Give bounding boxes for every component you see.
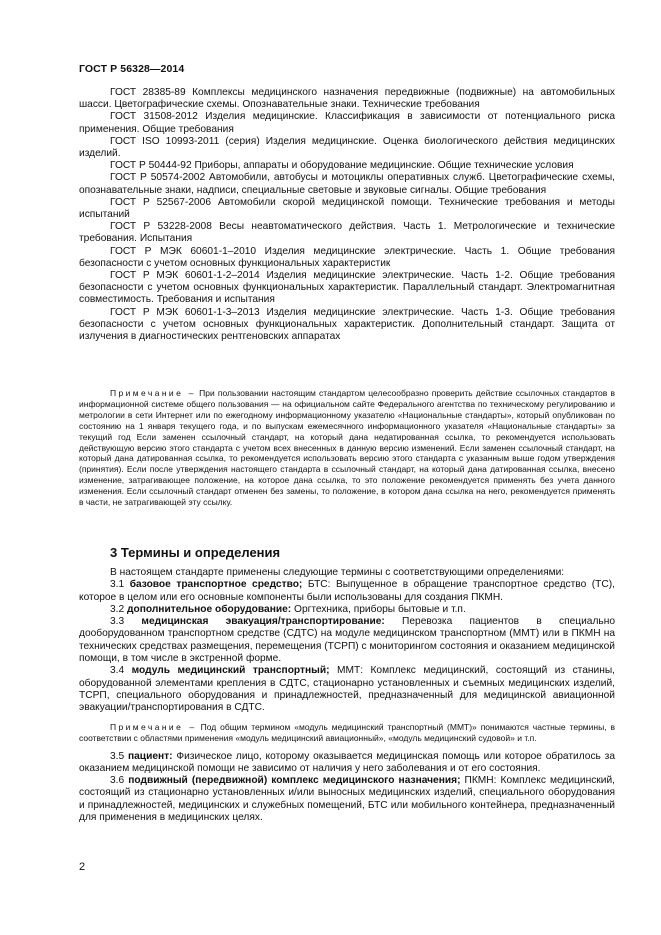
definitions-list: [79, 567, 615, 824]
note-text: Под общим термином «модуль медицинский транспортный (ММТ)» понимаются частные термины, в соответствии с областями применения «модуль медицинский авиационный», «модуль медицинский судовой» и т.п.: [79, 721, 615, 743]
reference-item: ГОСТ Р МЭК 60601-1-2–2014 Изделия медицинские электрические. Часть 1-2. Общие требования безопасности с учетом основных функциональных характеристик. Параллельный стандарт. Электромагнитная совместимость. Требования и испытания: [79, 270, 615, 306]
definition-text: ПКМН: Комплекс медицинский, состоящий из стационарно установленных и/или выносных медицинских изделий, специального оборудования и принадлежностей, медицинских и служебных помещений, БТС или мобильного контейнера, предназначенный для применения в медицинских целях.: [79, 775, 615, 824]
note-text: При пользовании настоящим стандартом целесообразно проверить действие ссылочных стандартов в информационной системе общего пользования — на официальном сайте Федерального агентства по техническому регулированию и метрологии в сети Интернет или по ежегодному информационному указателю «Национальные стандарты», который опубликован по состоянию на 1 января текущего года, и по выпускам ежемесячного информационного указателя «Национальные стандарты» за текущий год Если заменен ссылочный стандарт, на который дана недатированная ссылка, то рекомендуется использовать действующую версию этого стандарта с учетом всех внесенных в данную версию изменений. Если заменен ссылочный стандарт, на который дана датированная ссылка, то рекомендуется использовать версию этого стандарта с указанным выше годом утверждения (принятия). Если после утверждения настоящего стандарта в ссылочный стандарт, на который дана датированная ссылка, внесено изменение, затрагивающее положение, на которое дана ссылка, то это положение рекомендуется применять без учета данного изменения. Если ссылочный стандарт отменен без замены, то положение, в котором дана ссылка на него, рекомендуется применять в части, не затрагивающей эту ссылку.: [79, 388, 615, 508]
definition-number: 3.2: [110, 603, 125, 615]
normative-references-list: [79, 87, 615, 343]
definition-term: подвижный (передвижной) комплекс медицинского назначения;: [128, 775, 461, 787]
reference-item: ГОСТ Р 53228-2008 Весы неавтоматического действия. Часть 1. Метрологические и технические требования. Испытания: [79, 221, 615, 245]
definition-item: [79, 604, 615, 616]
definition-term: медицинская эвакуация/транспортирование:: [141, 616, 385, 628]
definition-term: пациент:: [127, 750, 173, 762]
definition-term: модуль медицинский транспортный;: [131, 665, 330, 677]
definition-text: Перевозка пациентов в специально дооборудованном транспортном средстве (СДТС) на модуле медицинском транспортном (ММТ) или в ПКМН на технических средствах размещения, перемещения (ТСРП) с мониторингом состояния и оказанием медицинской помощи, в том числе в экстренной форме.: [79, 616, 615, 665]
definition-item: [79, 665, 615, 714]
reference-item: ГОСТ Р 52567-2006 Автомобили скорой медицинской помощи. Технические требования и методы испытаний: [79, 196, 615, 221]
section-title: 3 Термины и определения: [110, 545, 281, 560]
definition-number: 3.5: [110, 750, 125, 762]
definition-text: ММТ: Комплекс медицинский, состоящий из станины, оборудованной элементами крепления в СДТС, стационарно установленных и съемных медицинских изделий, ТСРП, специального оборудования и принадлежностей, предназначенный для медицинской авиационной эвакуации/транспортирования в СДТС.: [79, 665, 615, 714]
definition-item: [79, 751, 615, 776]
definition-number: 3.1: [110, 579, 125, 591]
reference-item: ГОСТ 31508-2012 Изделия медицинские. Классификация в зависимости от потенциального риска применения. Общие требования: [79, 111, 615, 135]
reference-item: ГОСТ Р МЭК 60601-1-3–2013 Изделия медицинские электрические. Часть 1-3. Общие требования безопасности с учетом основных функциональных характеристик. Дополнительный стандарт. Защита от излучения в диагностических рентгеновских аппаратах: [79, 306, 615, 343]
definition-number: 3.3: [110, 616, 125, 628]
definition-item: [79, 616, 615, 665]
definition-text: Физическое лицо, которому оказывается медицинская помощь или которое обратилось за оказанием медицинской помощи не зависимо от наличия у него заболевания и от его состояния.: [79, 750, 615, 774]
reference-item: ГОСТ ISO 10993-2011 (серия) Изделия медицинские. Оценка биологического действия медицинских изделий.: [79, 135, 615, 160]
definition-item: [79, 579, 615, 604]
definition-term: базовое транспортное средство;: [129, 579, 303, 591]
note-label: Примечание –: [110, 721, 197, 732]
section-intro: В настоящем стандарте применены следующие термины с соответствующими определениями:: [110, 567, 565, 578]
definition-text: БТС: Выпущенное в обращение транспортное средство (ТС), которое в целом или его основные компоненты были использованы для создания ПКМН.: [79, 579, 615, 603]
definition-number: 3.4: [110, 665, 125, 677]
definition-text: Оргтехника, приборы бытовые и т.п.: [294, 603, 466, 615]
note-module-terms: [79, 722, 615, 744]
definition-term: дополнительное оборудование:: [127, 603, 292, 615]
note-references: [79, 388, 615, 508]
reference-item: ГОСТ Р 50574-2002 Автомобили, автобусы и мотоциклы оперативных служб. Цветографические схемы, опознавательные знаки, надписи, специальные световые и звуковые сигналы. Общие требования: [79, 172, 615, 196]
definition-number: 3.6: [110, 775, 125, 787]
note-label: Примечание –: [110, 388, 196, 398]
page-header-doc-code: ГОСТ Р 56328—2014: [79, 63, 185, 75]
definition-item: [79, 775, 615, 824]
reference-item: ГОСТ 28385-89 Комплексы медицинского назначения передвижные (подвижные) на автомобильных шасси. Цветографические схемы. Опознавательные знаки. Технические требования: [79, 87, 615, 111]
page-number: 2: [79, 861, 86, 873]
reference-item: ГОСТ Р МЭК 60601-1–2010 Изделия медицинские электрические. Часть 1. Общие требования безопасности с учетом основных функциональных характеристик: [79, 245, 615, 269]
reference-item: ГОСТ Р 50444-92 Приборы, аппараты и оборудование медицинские. Общие технические условия: [110, 160, 574, 172]
